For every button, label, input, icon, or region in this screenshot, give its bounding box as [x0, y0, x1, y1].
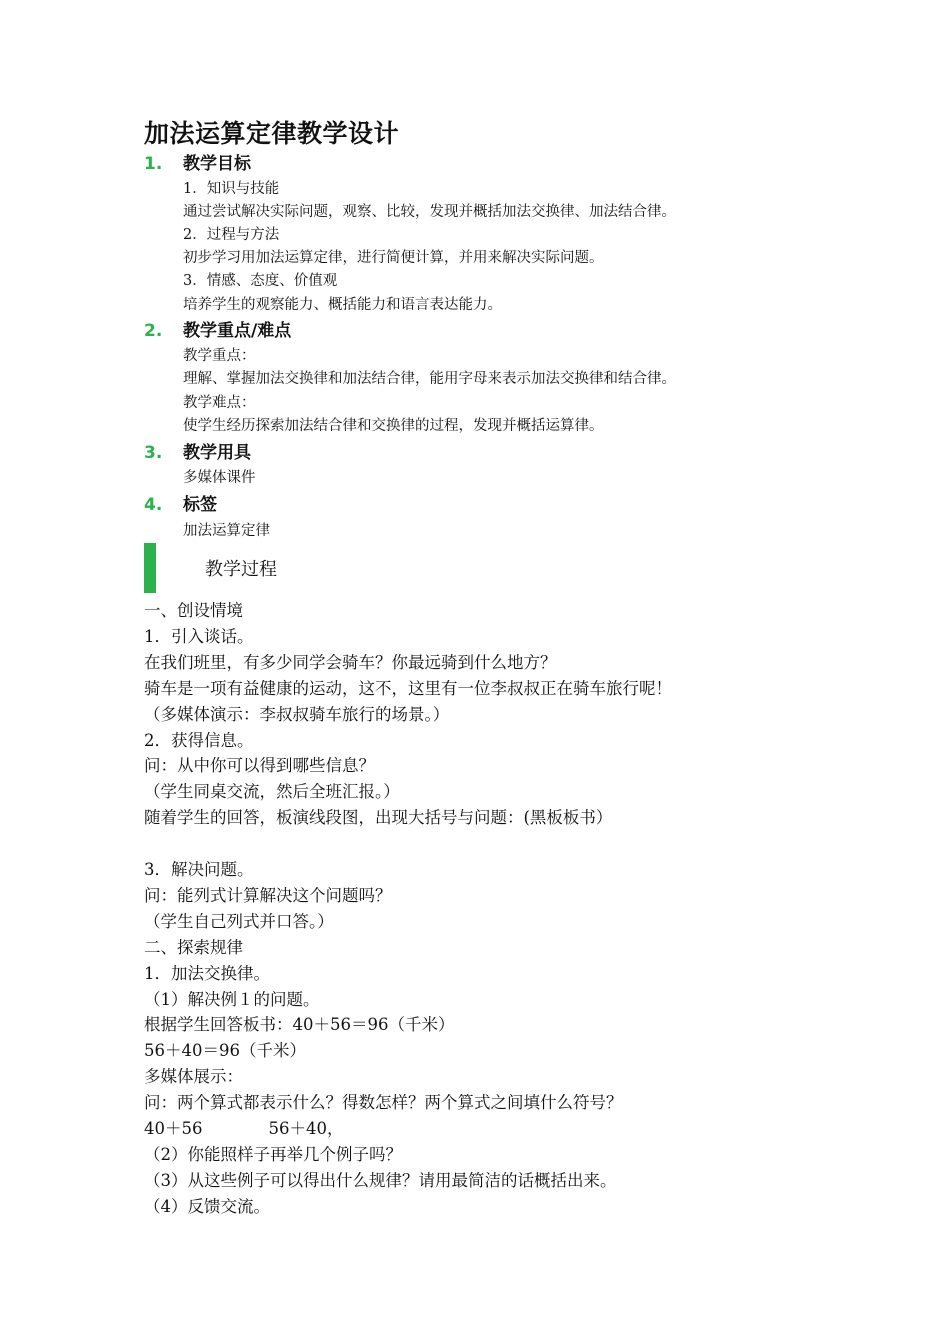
body-line: 随着学生的回答，板演线段图，出现大括号与问题：(黑板板书）	[144, 808, 613, 827]
section-line: 加法运算定律	[183, 523, 270, 539]
body-line: 问：能列式计算解决这个问题吗？	[144, 886, 392, 905]
body-line: （学生同桌交流，然后全班汇报。）	[144, 782, 400, 801]
section-heading-tools: 教学用具	[183, 443, 251, 463]
body-line: 根据学生回答板书：40＋56＝96（千米）	[144, 1015, 455, 1034]
section-line: 3．情感、态度、价值观	[183, 273, 338, 289]
section-number: 1.	[144, 154, 163, 174]
body-line: 二、探索规律	[144, 938, 243, 957]
section-line: 培养学生的观察能力、概括能力和语言表达能力。	[183, 297, 502, 313]
body-line: 多媒体展示：	[144, 1067, 243, 1086]
body-line: 骑车是一项有益健康的运动，这不，这里有一位李叔叔正在骑车旅行呢！	[144, 679, 672, 698]
section-line: 使学生经历探索加法结合律和交换律的过程，发现并概括运算律。	[183, 418, 604, 434]
body-line: 一、创设情境	[144, 601, 243, 620]
body-line: 1．加法交换律。	[144, 964, 270, 983]
section-line: 教学重点：	[183, 348, 256, 364]
document-title: 加法运算定律教学设计	[144, 119, 400, 148]
body-line: 40＋56 56＋40，	[144, 1119, 344, 1138]
body-line: 在我们班里，有多少同学会骑车？你最远骑到什么地方？	[144, 653, 557, 672]
body-line: （4）反馈交流。	[144, 1197, 270, 1216]
body-line: 3．解决问题。	[144, 860, 254, 879]
section-heading-tags: 标签	[183, 495, 217, 515]
body-line: （1）解决例１的问题。	[144, 990, 320, 1009]
body-line: 56＋40＝96（千米）	[144, 1041, 306, 1060]
section-line: 2．过程与方法	[183, 227, 280, 243]
section-number: 2.	[144, 321, 163, 341]
body-line: （学生自己列式并口答。）	[144, 912, 334, 931]
body-line: 问：两个算式都表示什么？得数怎样？两个算式之间填什么符号？	[144, 1093, 623, 1112]
section-line: 多媒体课件	[183, 470, 256, 486]
section-line: 初步学习用加法运算定律，进行简便计算，并用来解决实际问题。	[183, 250, 604, 266]
section-number: 4.	[144, 495, 163, 515]
process-heading: 教学过程	[205, 559, 277, 580]
section-heading-key-points: 教学重点/难点	[183, 321, 292, 341]
body-line: 问：从中你可以得到哪些信息？	[144, 756, 375, 775]
section-line: 理解、掌握加法交换律和加法结合律，能用字母来表示加法交换律和结合律。	[183, 371, 676, 387]
process-accent-bar	[144, 543, 156, 593]
body-line: 2．获得信息。	[144, 731, 254, 750]
body-line: （2）你能照样子再举几个例子吗？	[144, 1145, 402, 1164]
section-line: 1．知识与技能	[183, 181, 280, 197]
body-line: 1．引入谈话。	[144, 627, 254, 646]
section-line: 通过尝试解决实际问题，观察、比较，发现并概括加法交换律、加法结合律。	[183, 204, 676, 220]
section-number: 3.	[144, 443, 163, 463]
section-heading-objectives: 教学目标	[183, 154, 251, 174]
body-line: （3）从这些例子可以得出什么规律？请用最简洁的话概括出来。	[144, 1171, 617, 1190]
body-line: （多媒体演示：李叔叔骑车旅行的场景。）	[144, 705, 450, 724]
section-line: 教学难点：	[183, 395, 256, 411]
